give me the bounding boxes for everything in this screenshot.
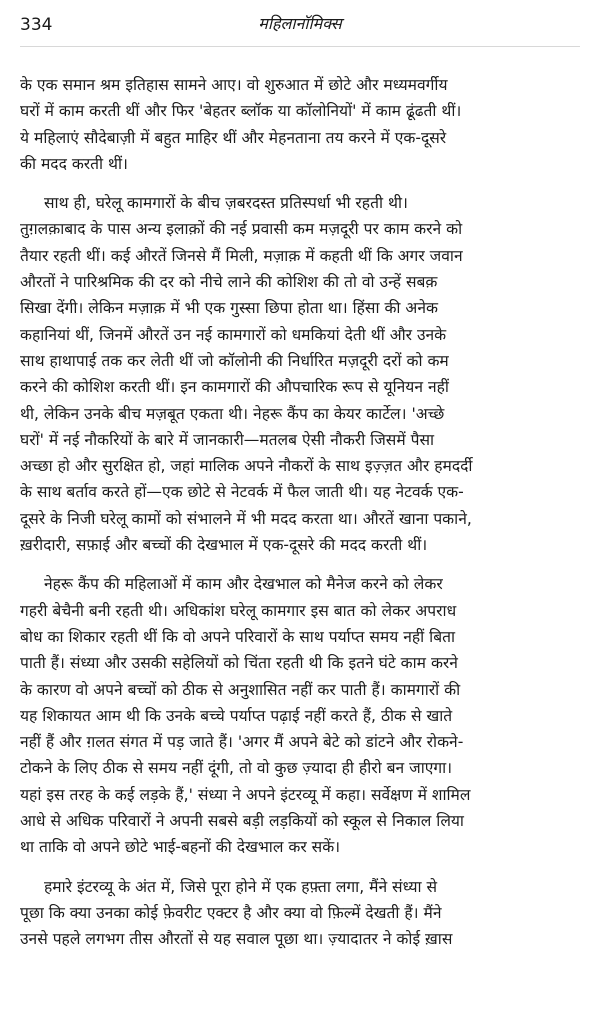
text-line: की मदद करती थीं। (20, 154, 128, 173)
text-line: हमारे इंटरव्यू के अंत में, जिसे पूरा होने में एक हफ़्ता लगा, मैंने संध्या से (44, 877, 438, 896)
paragraph (20, 190, 582, 558)
text-line: तुग़लक़ाबाद के पास अन्य इलाक़ों की नई प्रवासी कम मज़दूरी पर काम करने को (20, 220, 463, 239)
text-line: तैयार रहती थीं। कई औरतें जिनसे मैं मिली, मज़ाक़ में कहती थीं कि अगर जवान (20, 246, 463, 265)
paragraph-gap (20, 558, 582, 571)
text-line: के साथ बर्ताव करते हों—एक छोटे से नेटवर्क में फैल जाती थी। यह नेटवर्क एक- (20, 483, 464, 502)
text-line: कहानियां थीं, जिनमें औरतें उन नई कामगारों को धमकियां देती थीं और उनके (20, 325, 447, 344)
text-line: पाती हैं। संध्या और उसकी सहेलियों को चिंता रहती थी कि इतने घंटे काम करने (20, 654, 458, 673)
text-line: टोकने के लिए ठीक से समय नहीं दूंगी, तो वो कुछ ज़्यादा ही हीरो बन जाएगा। (20, 759, 453, 778)
paragraph (20, 72, 582, 177)
header-divider (20, 46, 580, 47)
text-line: ख़रीदारी, सफ़ाई और बच्चों की देखभाल में एक-दूसरे की मदद करती थीं। (20, 536, 428, 555)
text-line: आधे से अधिक परिवारों ने अपनी सबसे बड़ी लड़कियों को स्कूल से निकाल लिया (20, 812, 464, 831)
text-line: साथ हाथापाई तक कर लेती थीं जो कॉलोनी की निर्धारित मज़दूरी दरों को कम (20, 351, 449, 370)
text-line: सिखा देंगी। लेकिन मज़ाक़ में भी एक गुस्सा छिपा होता था। हिंसा की अनेक (20, 299, 438, 318)
text-line: के कारण वो अपने बच्चों को ठीक से अनुशासित नहीं कर पाती हैं। कामगारों की (20, 680, 461, 699)
text-line: उनसे पहले लगभग तीस औरतों से यह सवाल पूछा था। ज़्यादातर ने कोई ख़ास (20, 930, 453, 949)
text-line: था ताकि वो अपने छोटे भाई-बहनों की देखभाल कर सकें। (20, 838, 341, 857)
text-line: थी, लेकिन उनके बीच मज़बूत एकता थी। नेहरू कैंप का केयर कार्टेल। 'अच्छे (20, 404, 445, 423)
text-line: नहीं हैं और ग़लत संगत में पड़ जाते हैं। 'अगर मैं अपने बेटे को डांटने और रोकने- (20, 733, 464, 752)
paragraph (20, 571, 582, 860)
text-line: घरों' में नई नौकरियों के बारे में जानकारी—मतलब ऐसी नौकरी जिसमें पैसा (20, 430, 435, 449)
text-line: साथ ही, घरेलू कामगारों के बीच ज़बरदस्त प्रतिस्पर्धा भी रहती थी। (44, 194, 408, 213)
body-text (20, 72, 582, 953)
paragraph-gap (20, 861, 582, 874)
text-line: के एक समान श्रम इतिहास सामने आए। वो शुरुआत में छोटे और मध्यमवर्गीय (20, 76, 448, 94)
text-line: औरतों ने पारिश्रमिक की दर को नीचे लाने की कोशिश की तो वो उन्हें सबक़ (20, 273, 438, 292)
text-line: यह शिकायत आम थी कि उनके बच्चे पर्याप्त पढ़ाई नहीं करते हैं, ठीक से खाते (20, 706, 453, 725)
text-line: दूसरे के निजी घरेलू कामों को संभालने में भी मदद करता था। औरतें खाना पकाने, (20, 509, 472, 528)
text-line: ये महिलाएं सौदेबाज़ी में बहुत माहिर थीं और मेहनताना तय करने में एक-दूसरे (20, 128, 447, 147)
page-number: 334 (20, 15, 53, 35)
text-line: यहां इस तरह के कई लड़के हैं,' संध्या ने अपने इंटरव्यू में कहा। सर्वेक्षण में शामिल (20, 785, 471, 804)
text-line: करने की कोशिश करती थीं। इन कामगारों की औपचारिक रूप से यूनियन नहीं (20, 378, 449, 397)
text-line: अच्छा हो और सुरक्षित हो, जहां मालिक अपने नौकरों के साथ इज़्ज़त और हमदर्दी (20, 457, 473, 476)
text-line: पूछा कि क्या उनका कोई फ़ेवरीट एक्टर है और क्या वो फ़िल्में देखती हैं। मैंने (20, 903, 442, 922)
text-line: नेहरू कैंप की महिलाओं में काम और देखभाल को मैनेज करने को लेकर (44, 575, 443, 594)
text-line: बोध का शिकार रहती थीं कि वो अपने परिवारों के साथ पर्याप्त समय नहीं बिता (20, 627, 456, 646)
paragraph (20, 874, 582, 953)
paragraph-gap (20, 177, 582, 190)
text-line: गहरी बेचैनी बनी रहती थी। अधिकांश घरेलू कामगार इस बात को लेकर अपराध (20, 601, 457, 620)
text-line: घरों में काम करती थीं और फिर 'बेहतर ब्लॉक या कॉलोनियों' में काम ढूंढती थीं। (20, 102, 462, 121)
running-head: महिलानॉमिक्स (258, 14, 342, 33)
